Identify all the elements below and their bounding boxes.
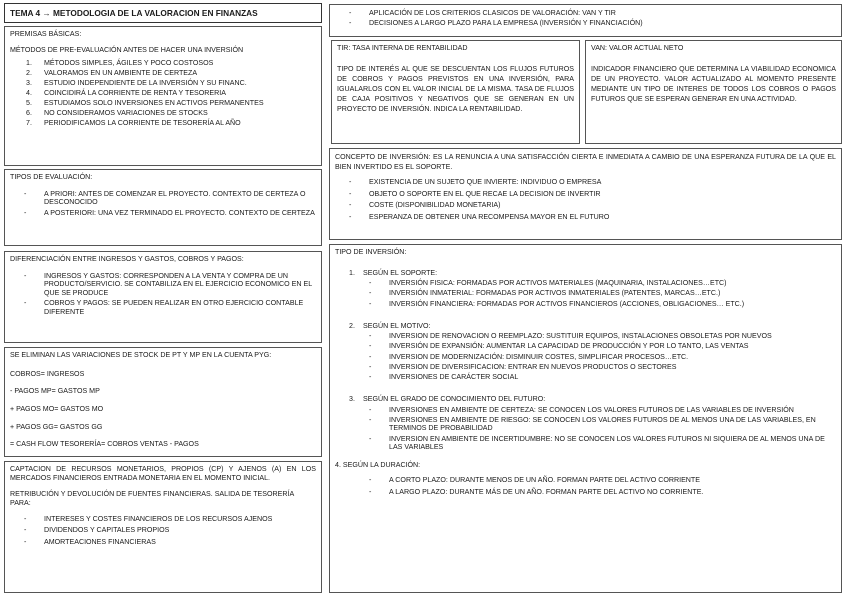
list-item: - DECISIONES A LARGO PLAZO PARA LA EMPRESA (INVERSIÓN Y FINANCIACIÓN): [349, 19, 836, 28]
list-item: - INVERSIONES EN AMBIENTE DE RIESGO: SE CONOCEN LOS VALORES FUTUROS DE AL MENOS UNA DE LAS VARIABLES, EN TERMINOS DE PROBABILIDAD: [369, 416, 836, 433]
list-item: 1. MÉTODOS SIMPLES, ÁGILES Y POCO COSTOSOS: [26, 59, 214, 68]
concepto-list: [335, 178, 836, 222]
list-item: 7. PERIODIFICAMOS LA CORRIENTE DE TESORERÍA AL AÑO: [26, 119, 241, 128]
tir-heading: TIR: TASA INTERNA DE RENTABILIDAD: [337, 44, 468, 52]
soporte-list: [335, 279, 836, 308]
formula-line: COBROS= INGRESOS: [10, 369, 85, 378]
list-item: - INVERSIÓN INMATERIAL: FORMADAS POR ACTIVOS INMATERIALES (PATENTES, MARCAS…ETC.): [369, 289, 836, 298]
tipos-evaluacion-box: [4, 169, 322, 246]
tir-box: [331, 40, 580, 144]
tipo-inversion-heading: TIPO DE INVERSIÓN:: [335, 248, 407, 256]
list-item: - AMORTEACIONES FINANCIERAS: [24, 538, 316, 547]
page-title: TEMA 4 → METODOLOGIA DE LA VALORACION EN FINANZAS: [4, 3, 322, 23]
list-item: - A PRIORI: ANTES DE COMENZAR EL PROYECTO. CONTEXTO DE CERTEZA O DESCONOCIDO: [24, 190, 316, 207]
premisas-intro: MÉTODOS DE PRE-EVALUACIÓN ANTES DE HACER UNA INVERSIÓN: [10, 45, 244, 54]
captacion-paragraph: CAPTACION DE RECURSOS MONETARIOS, PROPIOS (CP) Y AJENOS (A) EN LOS MERCADOS FINANCIEROS ENTRADA MONETARIA EN EL MOMENTO INICIAL.: [10, 465, 316, 482]
variaciones-box: [4, 347, 322, 457]
tipos-evaluacion-heading: TIPOS DE EVALUACIÓN:: [10, 173, 93, 181]
tipo-inversion-box: [329, 244, 842, 593]
premisas-list: [10, 59, 316, 128]
list-item: - INVERSION EN AMBIENTE DE INCERTIDUMBRE: NO SE CONOCEN LOS VALORES FUTUROS NI SIQUIERA DE AL MENOS UNA DE LAS VARIABLES: [369, 435, 836, 452]
list-item: - APLICACIÓN DE LOS CRITERIOS CLASICOS DE VALORACIÓN: VAN Y TIR: [349, 9, 836, 18]
list-item: - INGRESOS Y GASTOS: CORRESPONDEN A LA VENTA Y COMPRA DE UN PRODUCTO/SERVICIO. SE CONTABILIZA EN EL EJERCICIO ECONOMICO EN EL QUE SE PRODUCE: [24, 272, 316, 298]
list-item: - A CORTO PLAZO: DURANTE MENOS DE UN AÑO. FORMAN PARTE DEL ACTIVO CORRIENTE: [369, 476, 836, 485]
list-item: - INVERSION DE DIVERSIFICACION: ENTRAR EN NUEVOS PRODUCTOS O SECTORES: [369, 363, 836, 372]
list-item: - DIVIDENDOS Y CAPITALES PROPIOS: [24, 526, 316, 535]
list-item: - INTERESES Y COSTES FINANCIEROS DE LOS RECURSOS AJENOS: [24, 515, 316, 524]
formula-line: = CASH FLOW TESORERÍA= COBROS VENTAS - PAGOS: [10, 440, 199, 449]
list-item: - OBJETO O SOPORTE EN EL QUE RECAE LA DECISION DE INVERTIR: [349, 190, 836, 199]
concepto-box: [329, 148, 842, 240]
van-text: INDICADOR FINANCIERO QUE DETERMINA LA VIABILIDAD ECONOMICA DE UN PROYECTO. VALOR ACTUALIZADO AL MOMENTO PRESENTE MEDIANTE UN TIPO DE INTERES DE TODOS LOS COBROS O PAGOS FUTUROS QUE SE ESPERAN GENERAR EN UNA ACTIVIDAD.: [591, 64, 836, 103]
tipos-evaluacion-list: [10, 190, 316, 218]
criterios-list: [335, 9, 836, 28]
list-item: - INVERSIÓN FISICA: FORMADAS POR ACTIVOS MATERIALES (MAQUINARIA, INSTALACIONES…ETC): [369, 279, 836, 288]
list-item: 6. NO CONSIDERAMOS VARIACIONES DE STOCKS: [26, 109, 208, 118]
list-item: - EXISTENCIA DE UN SUJETO QUE INVIERTE: INDIVIDUO O EMPRESA: [349, 178, 836, 187]
list-item: - INVERSIONES EN AMBIENTE DE CERTEZA: SE CONOCEN LOS VALORES FUTUROS DE LAS VARIABLES DE INVERSIÓN: [369, 406, 836, 415]
diferenciacion-list: [10, 272, 316, 317]
criterios-box: [329, 4, 842, 37]
list-item: - A LARGO PLAZO: DURANTE MÁS DE UN AÑO. FORMAN PARTE DEL ACTIVO NO CORRIENTE.: [369, 488, 836, 497]
list-item: 3. ESTUDIO INDEPENDIENTE DE LA INVERSIÓN Y SU FINANC.: [26, 79, 247, 88]
section-title: 1. SEGÚN EL SOPORTE:: [349, 268, 438, 277]
concepto-text: CONCEPTO DE INVERSIÓN: ES LA RENUNCIA A UNA SATISFACCIÓN CIERTA E INMEDIATA A CAMBIO DE UNA ESPERANZA FUTURA DE LA QUE EL BIEN INVERTIDO ES EL SOPORTE.: [335, 153, 836, 172]
formula-line: + PAGOS GG= GASTOS GG: [10, 422, 103, 431]
section-title: 4. SEGÚN LA DURACIÓN:: [335, 461, 421, 470]
duracion-list: [335, 476, 836, 496]
list-item: 2. VALORAMOS EN UN AMBIENTE DE CERTEZA: [26, 69, 198, 78]
list-item: - INVERSION DE MODERNIZACIÓN: DISMINUIR COSTES, SIMPLIFICAR PROCESOS…ETC.: [369, 353, 836, 362]
list-item: - INVERSIONES DE CARÁCTER SOCIAL: [369, 373, 836, 382]
van-box: [585, 40, 842, 144]
retribucion-list: [10, 515, 316, 547]
van-heading: VAN: VALOR ACTUAL NETO: [591, 44, 684, 52]
diferenciacion-heading: DIFERENCIACIÓN ENTRE INGRESOS Y GASTOS, COBROS Y PAGOS:: [10, 255, 244, 263]
section-title: 2. SEGÚN EL MOTIVO:: [349, 321, 431, 330]
premisas-heading: PREMISAS BÁSICAS:: [10, 30, 82, 38]
motivo-list: [335, 332, 836, 381]
conocimiento-list: [335, 406, 836, 452]
tir-text: TIPO DE INTERÉS AL QUE SE DESCUENTAN LOS FLUJOS FUTUROS DE COBROS Y PAGOS PREVISTOS EN UNA INVERSIÓN, PARA IGUALARLOS CON EL VALOR INICIAL DE LA MISMA. TASA DE FLUJOS DE CAJA POSITIVOS Y NEGATIVOS QUE SE GENERAN EN UN PROYECTO DE INVERSIÓN. INDICA LA RENTABILIDAD.: [337, 64, 574, 113]
list-item: - INVERSIÓN FINANCIERA: FORMADAS POR ACTIVOS FINANCIEROS (ACCIONES, OBLIGACIONES… ETC.): [369, 300, 836, 309]
list-item: 5. ESTUDIAMOS SOLO INVERSIONES EN ACTIVOS PERMANENTES: [26, 99, 264, 108]
diferenciacion-box: [4, 251, 322, 343]
list-item: - COBROS Y PAGOS: SE PUEDEN REALIZAR EN OTRO EJERCICIO CONTABLE DIFERENTE: [24, 299, 316, 316]
section-title: 3. SEGÚN EL GRADO DE CONOCIMIENTO DEL FUTURO:: [349, 395, 546, 404]
captacion-box: [4, 461, 322, 593]
list-item: 4. COINCIDIRÁ LA CORRIENTE DE RENTA Y TESORERIA: [26, 89, 226, 98]
list-item: - INVERSION DE RENOVACION O REEMPLAZO: SUSTITUIR EQUIPOS, INSTALACIONES OBSOLETAS POR NUEVOS: [369, 332, 836, 341]
premisas-box: [4, 26, 322, 166]
list-item: - ESPERANZA DE OBTENER UNA RECOMPENSA MAYOR EN EL FUTURO: [349, 213, 836, 222]
variaciones-heading: SE ELIMINAN LAS VARIACIONES DE STOCK DE PT Y MP EN LA CUENTA PYG:: [10, 351, 272, 359]
list-item: - A POSTERIORI: UNA VEZ TERMINADO EL PROYECTO. CONTEXTO DE CERTEZA: [24, 209, 316, 218]
list-item: - INVERSIÓN DE EXPANSIÓN: AUMENTAR LA CAPACIDAD DE PRODUCCIÓN Y POR LO TANTO, LAS VENTAS: [369, 342, 836, 351]
formula-line: - PAGOS MP= GASTOS MP: [10, 387, 100, 396]
list-item: - COSTE (DISPONIBILIDAD MONETARIA): [349, 201, 836, 210]
retribucion-paragraph: RETRIBUCIÓN Y DEVOLUCIÓN DE FUENTES FINANCIERAS. SALIDA DE TESORERÍA PARA:: [10, 490, 294, 507]
formula-line: + PAGOS MO= GASTOS MO: [10, 404, 104, 413]
